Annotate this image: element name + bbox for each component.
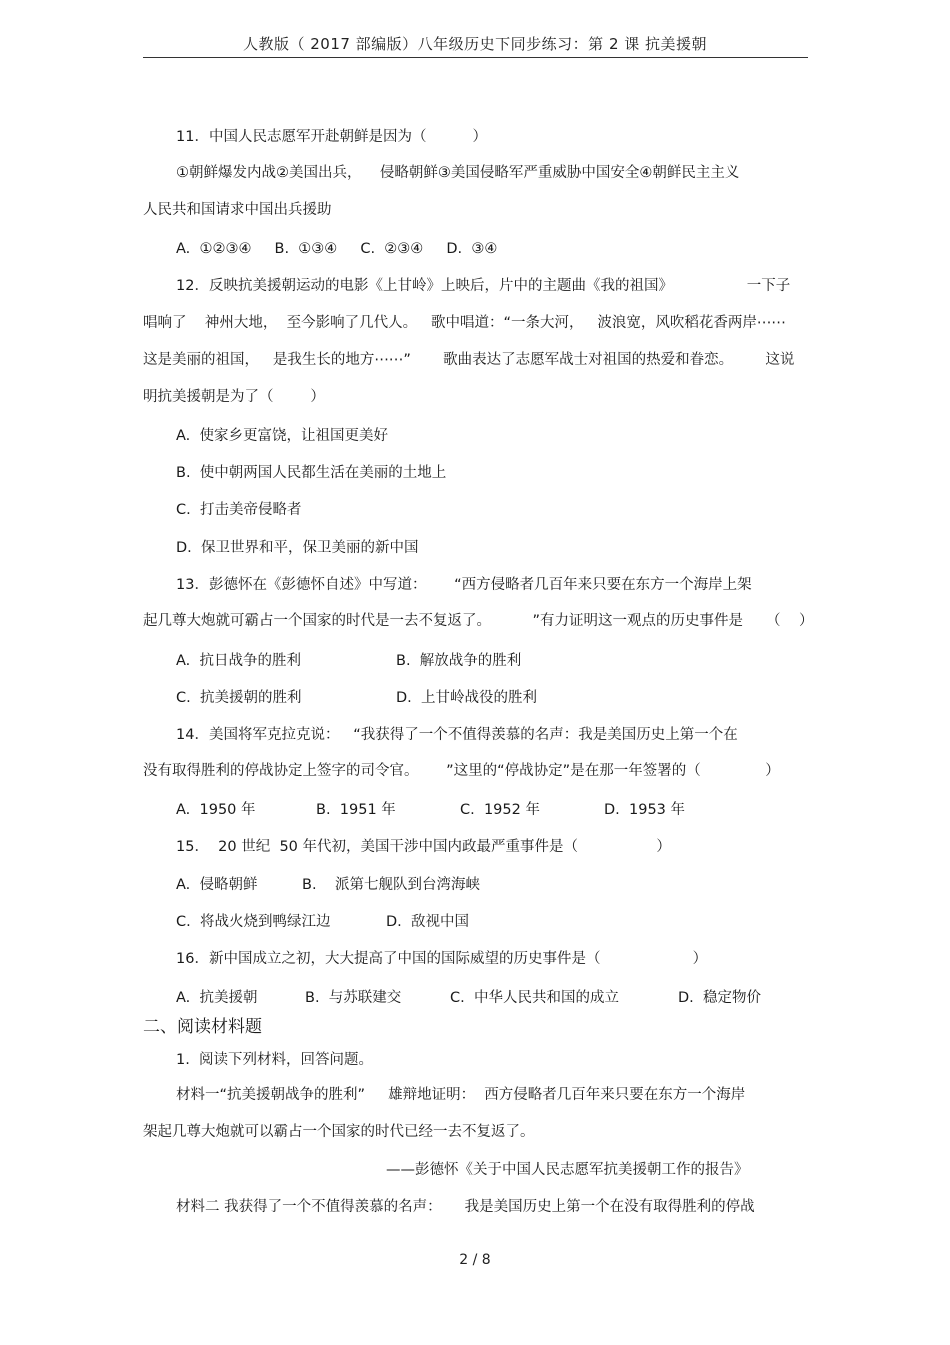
q14-option-a: A. 1950 年 — [176, 802, 256, 818]
q16-option-a: A. 抗美援朝 — [176, 990, 258, 1006]
q11-options: A. ①②③④ B. ①③④ C. ②③④ D. ③④ — [176, 241, 498, 257]
q12-option-d: D. 保卫世界和平，保卫美丽的新中国 — [176, 540, 419, 556]
q13-option-a: A. 抗日战争的胜利 — [176, 653, 301, 669]
q14-option-c: C. 1952 年 — [460, 802, 540, 818]
q16-option-c: C. 中华人民共和国的成立 — [450, 990, 619, 1006]
q12-option-c: C. 打击美帝侵略者 — [176, 502, 302, 518]
q16-option-b: B. 与苏联建交 — [305, 990, 402, 1006]
q16-stem: 16．新中国成立之初，大大提高了中国的国际威望的历史事件是（ ） — [176, 951, 708, 967]
q12-stem-line1: 12．反映抗美援朝运动的电影《上甘岭》上映后，片中的主题曲《我的祖国》 一下子 — [176, 278, 791, 294]
q15-option-a: A. 侵略朝鲜 — [176, 877, 258, 893]
reading-q1-stem: 1. 阅读下列材料，回答问题。 — [176, 1052, 374, 1068]
q11-conditions-line1: ①朝鲜爆发内战②美国出兵， 侵略朝鲜③美国侵略军严重威胁中国安全④朝鲜民主主义 — [176, 165, 740, 181]
q16-option-d: D. 稳定物价 — [678, 990, 761, 1006]
q13-option-c: C. 抗美援朝的胜利 — [176, 690, 302, 706]
q13-option-b: B. 解放战争的胜利 — [396, 653, 522, 669]
q12-stem-line2: 唱响了 神州大地， 至今影响了几代人。 歌中唱道：“一条大河， 波浪宽，风吹稻花香两岸⋯⋯ — [143, 315, 786, 331]
q14-stem-line2: 没有取得胜利的停战协定上签字的司令官。 ”这里的“停战协定”是在那一年签署的（ ） — [143, 763, 780, 779]
q12-option-a: A. 使家乡更富饶，让祖国更美好 — [176, 428, 388, 444]
q13-stem-line1: 13．彭德怀在《彭德怀自述》中写道： “西方侵略者几百年来只要在东方一个海岸上架 — [176, 577, 752, 593]
q12-stem-line3: 这是美丽的祖国， 是我生长的地方⋯⋯” 歌曲表达了志愿军战士对祖国的热爱和眷恋。 这说 — [143, 352, 795, 368]
page-header-title: 人教版（ 2017 部编版）八年级历史下同步练习：第 2 课 抗美援朝 — [242, 35, 708, 53]
q12-stem-line4: 明抗美援朝是为了（ ） — [143, 389, 325, 405]
section-2-title: 二、阅读材料题 — [143, 1017, 262, 1037]
q11-conditions-line2: 人民共和国请求中国出兵援助 — [143, 202, 332, 218]
q13-stem-line2: 起几尊大炮就可霸占一个国家的时代是一去不复返了。 ”有力证明这一观点的历史事件是 （ ） — [143, 613, 814, 629]
material1-line1: 材料一“抗美援朝战争的胜利” 雄辩地证明： 西方侵略者几百年来只要在东方一个海岸 — [176, 1087, 746, 1103]
q11-stem: 11．中国人民志愿军开赴朝鲜是因为（ ） — [176, 129, 488, 145]
q14-option-d: D. 1953 年 — [604, 802, 686, 818]
q13-option-d: D. 上甘岭战役的胜利 — [396, 690, 537, 706]
page-number: 2 / 8 — [459, 1252, 491, 1268]
q12-option-b: B. 使中朝两国人民都生活在美丽的土地上 — [176, 465, 447, 481]
q14-stem-line1: 14．美国将军克拉克说： “我获得了一个不值得羡慕的名声：我是美国历史上第一个在 — [176, 727, 738, 743]
material1-source: ——彭德怀《关于中国人民志愿军抗美援朝工作的报告》 — [386, 1162, 749, 1178]
material1-line2: 架起几尊大炮就可以霸占一个国家的时代已经一去不复返了。 — [143, 1124, 535, 1140]
material2-line1: 材料二 我获得了一个不值得羡慕的名声： 我是美国历史上第一个在没有取得胜利的停战 — [176, 1199, 755, 1215]
q15-option-c: C. 将战火烧到鸭绿江边 — [176, 914, 331, 930]
q14-option-b: B. 1951 年 — [316, 802, 396, 818]
q15-option-d: D. 敌视中国 — [386, 914, 469, 930]
q15-option-b: B. 派第七舰队到台湾海峡 — [302, 877, 480, 893]
header-divider — [143, 57, 808, 58]
q15-stem: 15． 20 世纪 50 年代初，美国干涉中国内政最严重事件是（ ） — [176, 839, 671, 855]
